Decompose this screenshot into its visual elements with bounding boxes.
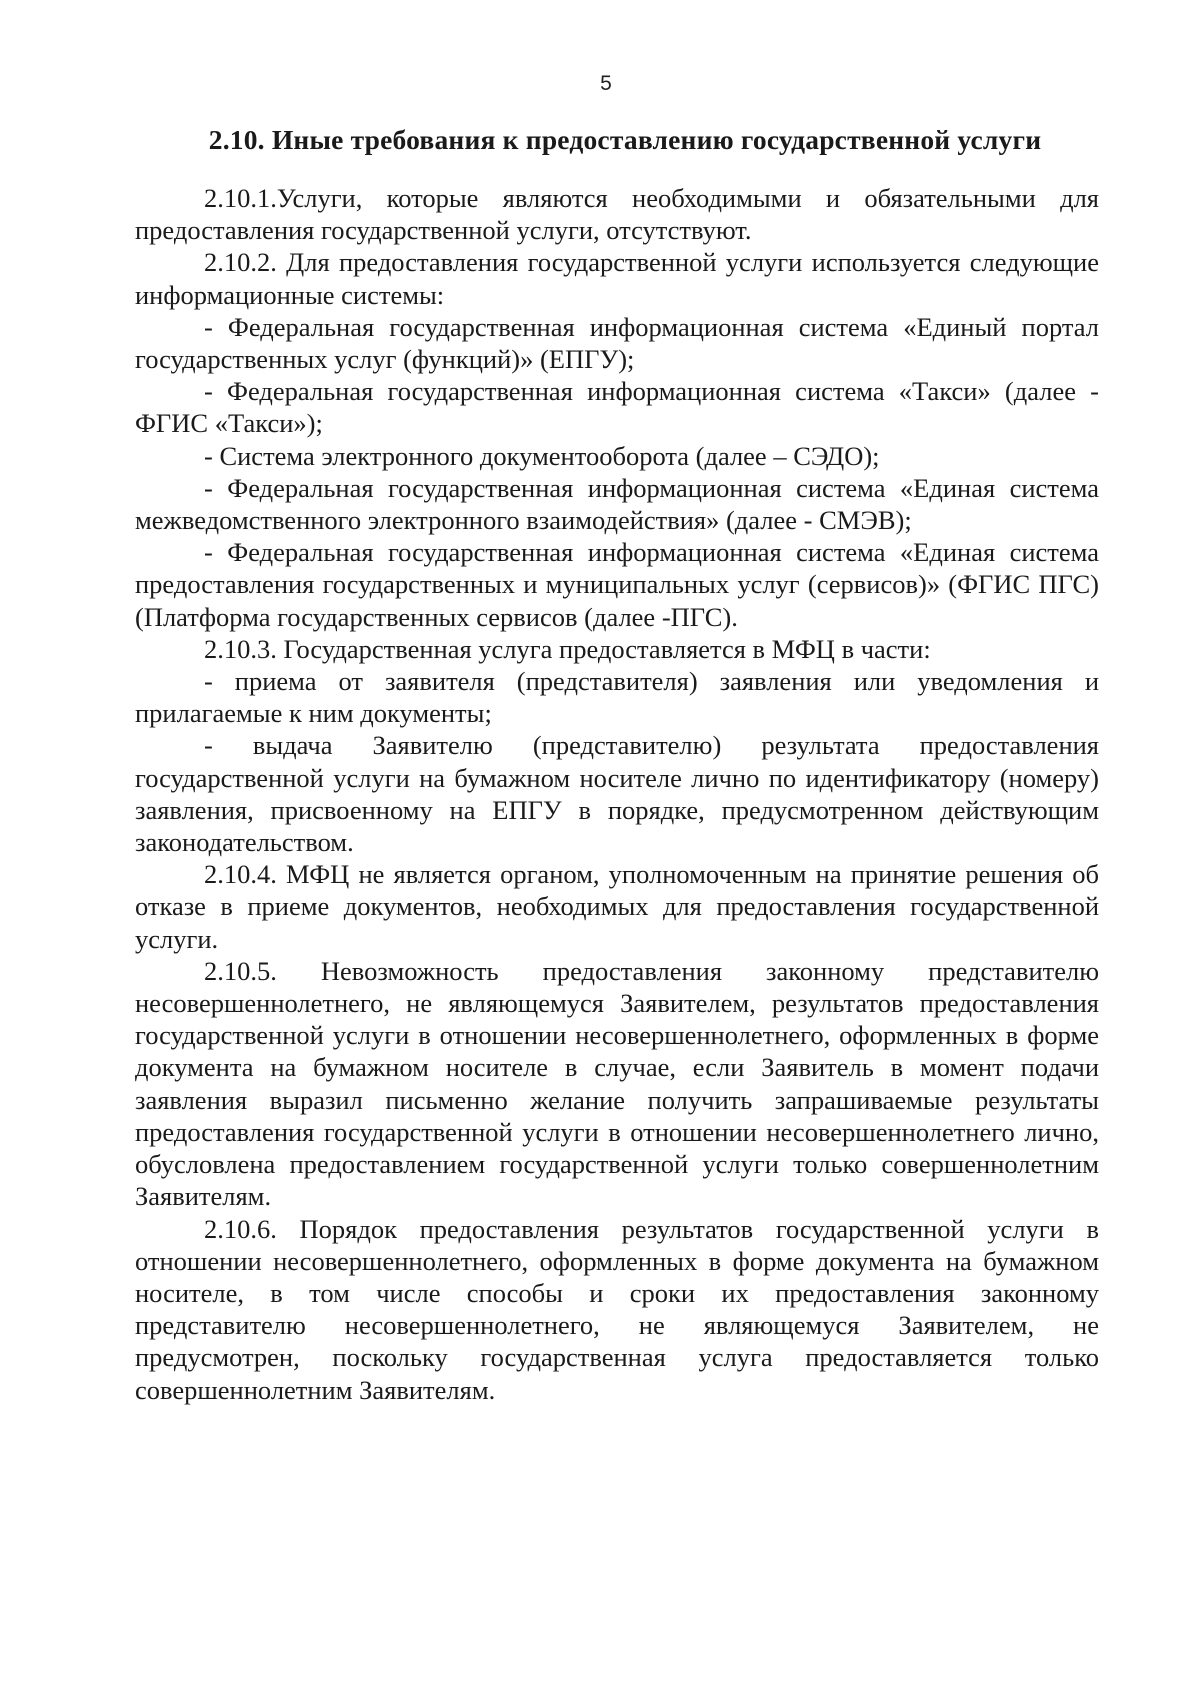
paragraph-2-10-2: 2.10.2. Для предоставления государственной услуги используется следующие информационные системы: <box>135 247 1099 310</box>
list-item-epgu: - Федеральная государственная информационная система «Единый портал государственных услуг (функций)» (ЕПГУ); <box>135 311 1099 375</box>
paragraph-2-10-1: 2.10.1.Услуги, которые являются необходимыми и обязательными для предоставления государственной услуги, отсутствуют. <box>135 183 1099 246</box>
paragraph-2-10-3: 2.10.3. Государственная услуга предоставляется в МФЦ в части: <box>204 633 931 664</box>
list-item-sedo: - Система электронного документооборота (далее – СЭДО); <box>204 440 880 471</box>
section-title: 2.10. Иные требования к предоставлению государственной услуги <box>208 124 1042 155</box>
list-item-taxi: - Федеральная государственная информационная система «Такси» (далее - ФГИС «Такси»); <box>135 376 1099 439</box>
paragraph-2-10-5: 2.10.5. Невозможность предоставления законному представителю несовершеннолетнего, не являющемуся Заявителем, результатов предоставления государственной услуги в отношении несовершеннолетнего, оформленных в форме документа на бумажном носителе в случае, если Заявитель в момент подачи заявления выразил письменно желание получить запрашиваемые результаты предоставления государственной услуги в отношении несовершеннолетнего лично, обусловлена предоставлением государственной услуги только совершеннолетним Заявителям. <box>135 955 1099 1212</box>
list-item-reception: - приема от заявителя (представителя) заявления или уведомления и прилагаемые к ним документы; <box>135 666 1099 729</box>
page-number: 5 <box>600 72 612 95</box>
paragraph-2-10-4: 2.10.4. МФЦ не является органом, уполномоченным на принятие решения об отказе в приеме документов, необходимых для предоставления государственной услуги. <box>135 859 1099 954</box>
list-item-pgs: - Федеральная государственная информационная система «Единая система предоставления государственных и муниципальных услуг (сервисов)» (ФГИС ПГС) (Платформа государственных сервисов (далее -ПГС). <box>135 537 1099 632</box>
list-item-issuance: - выдача Заявителю (представителю) результата предоставления государственной услуги на бумажном носителе лично по идентификатору (номеру) заявления, присвоенному на ЕПГУ в порядке, предусмотренном действующим законодательством. <box>135 730 1099 858</box>
paragraph-2-10-6: 2.10.6. Порядок предоставления результатов государственной услуги в отношении несовершеннолетнего, оформленных в форме документа на бумажном носителе, в том числе способы и сроки их предоставления законному представителю несовершеннолетнего, не являющемуся Заявителем, не предусмотрен, поскольку государственная услуга предоставляется только совершеннолетним Заявителям. <box>135 1213 1099 1405</box>
document-body <box>135 182 1099 1406</box>
list-item-smev: - Федеральная государственная информационная система «Единая система межведомственного электронного взаимодействия» (далее - СМЭВ); <box>135 472 1099 536</box>
